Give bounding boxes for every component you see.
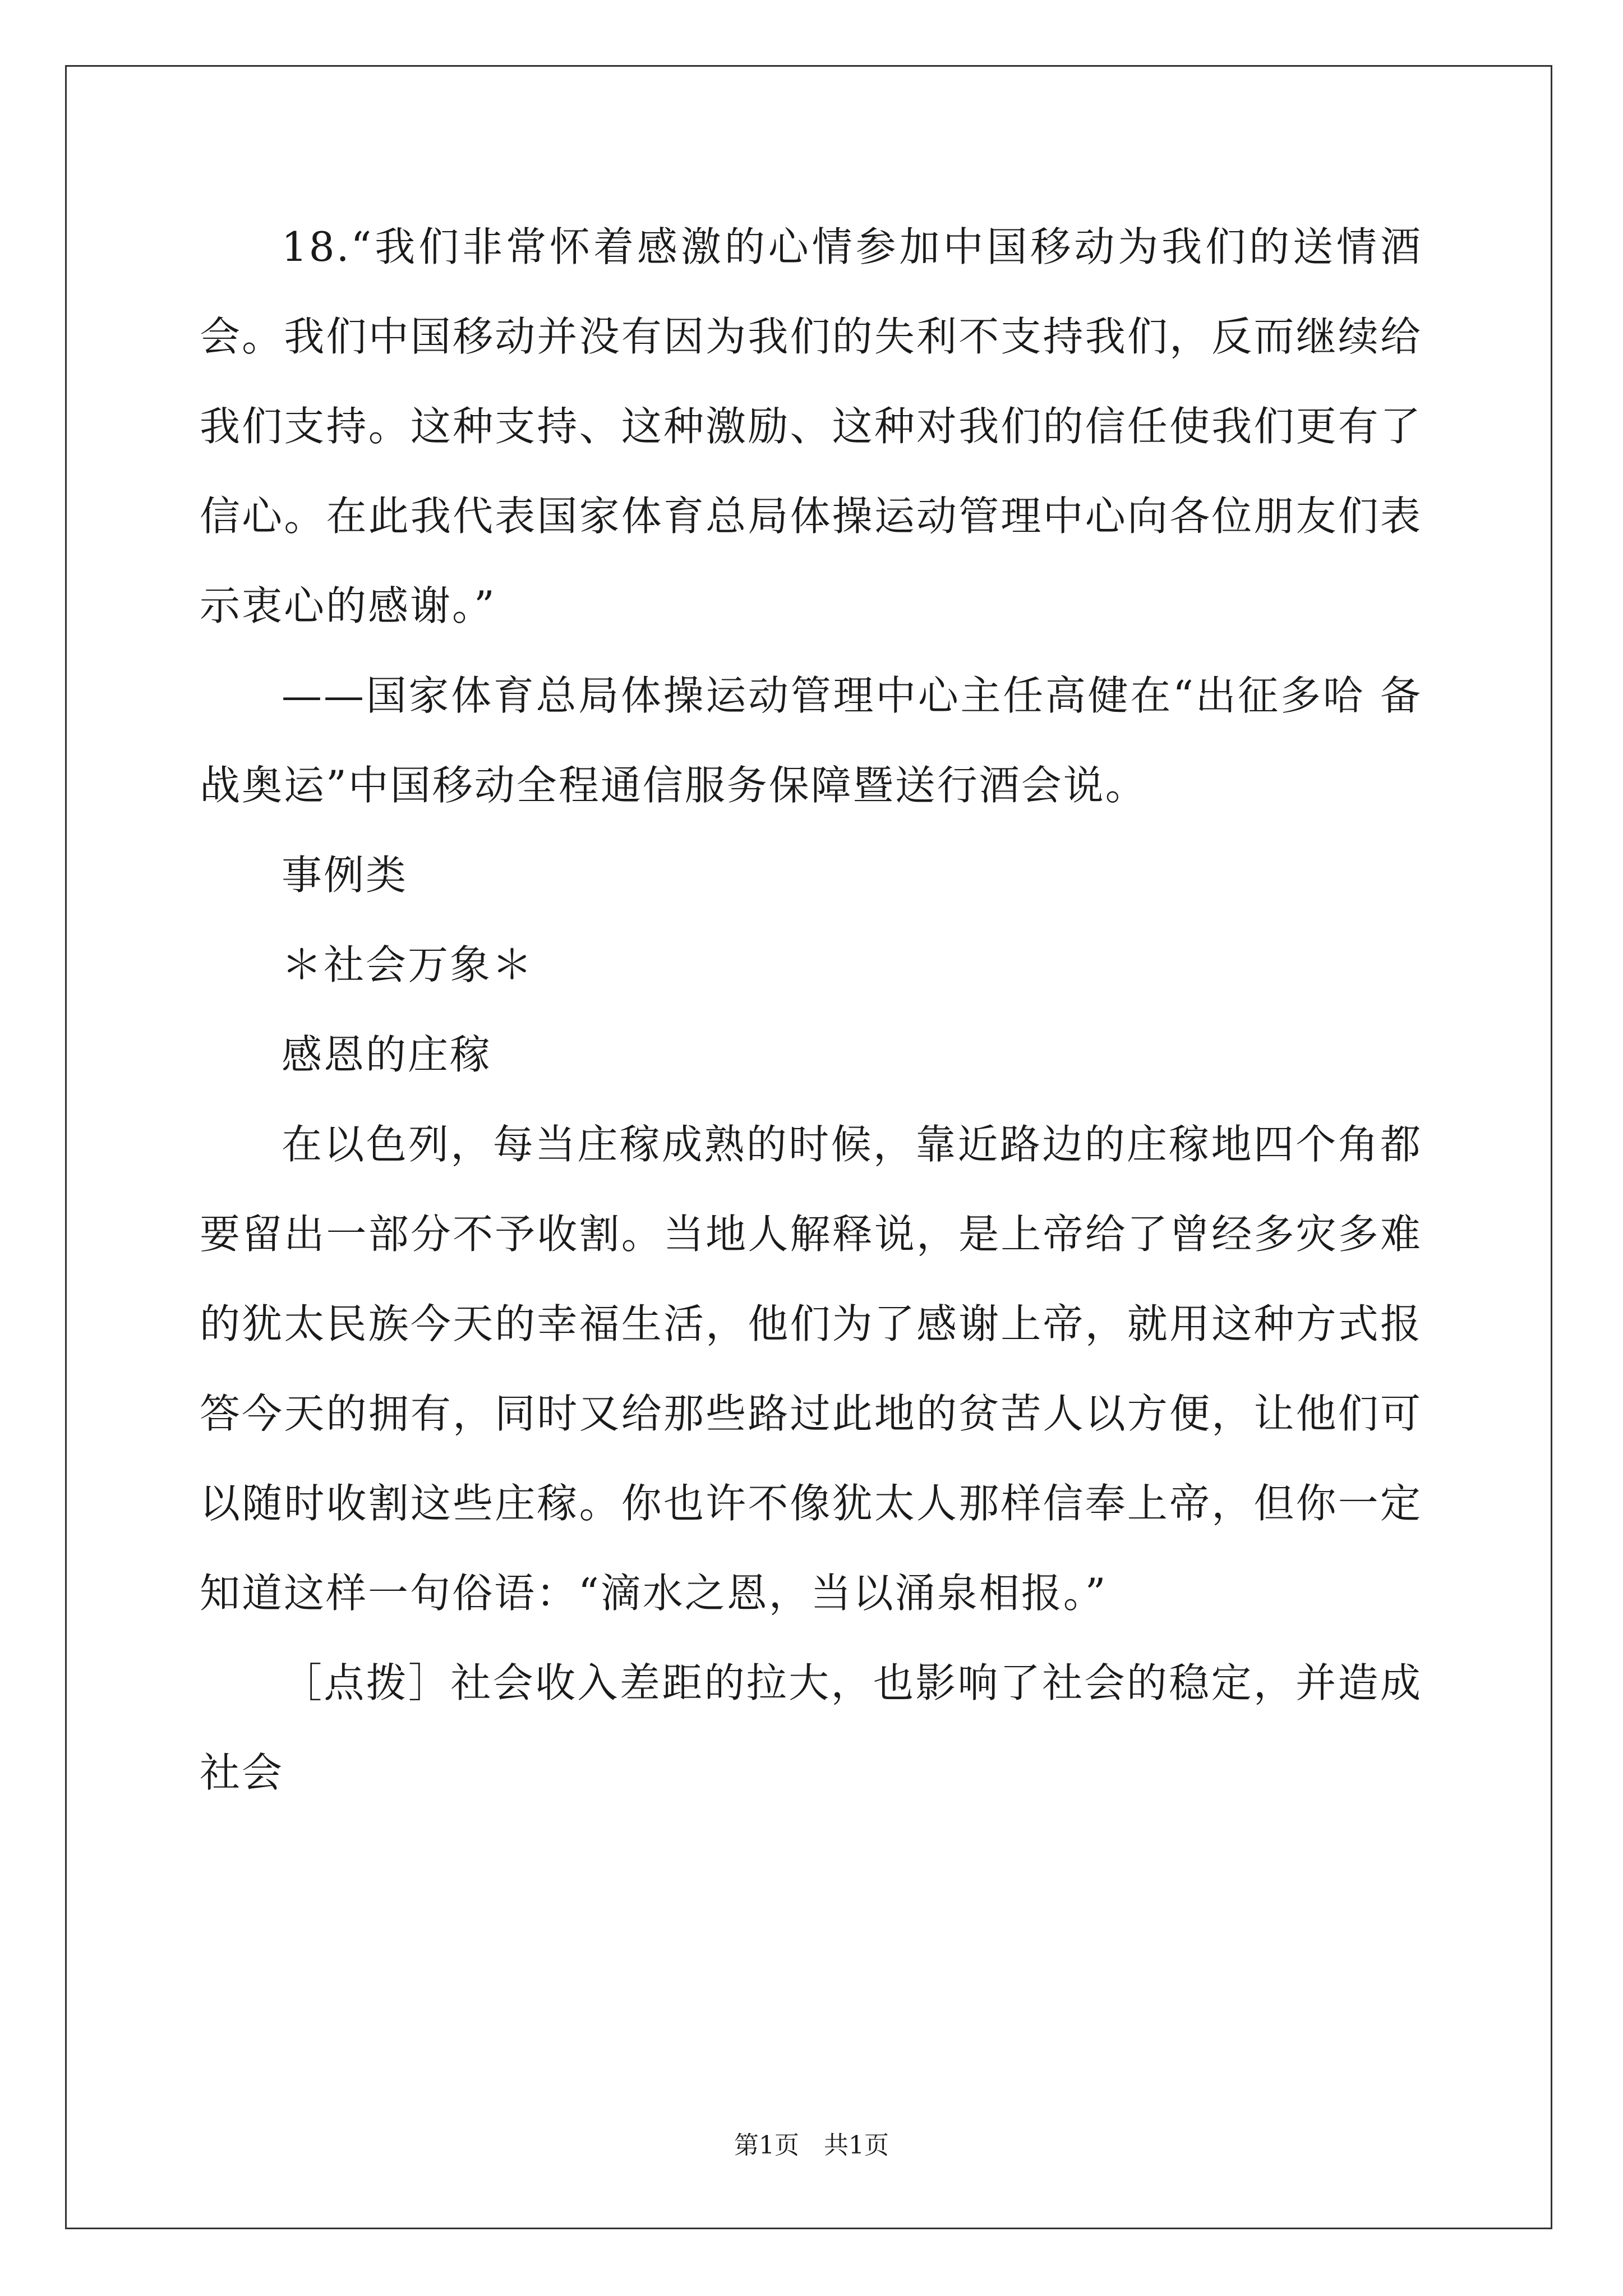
paragraph-quote: 18.“我们非常怀着感激的心情参加中国移动为我们的送情酒会。我们中国移动并没有因为我们的失利不支持我们，反而继续给我们支持。这种支持、这种激励、这种对我们的信任使我们更有了信心。在此我代表国家体育总局体操运动管理中心向各位朋友们表示衷心的感谢。” [200, 223, 1422, 629]
document-body [200, 202, 1422, 1818]
story-title: 感恩的庄稼 [282, 1031, 492, 1078]
page-footer: 第1页 共1页 [734, 2131, 889, 2160]
section-subheading: ＊社会万象＊ [282, 941, 534, 988]
paragraph-story: 在以色列，每当庄稼成熟的时候，靠近路边的庄稼地四个角都要留出一部分不予收割。当地人解释说，是上帝给了曾经多灾多难的犹太民族今天的幸福生活，他们为了感谢上帝，就用这种方式报答今天的拥有，同时又给那些路过此地的贫苦人以方便，让他们可以随时收割这些庄稼。你也许不像犹太人那样信奉上帝，但你一定知道这样一句俗语：“滴水之恩，当以涌泉相报。” [200, 1121, 1422, 1617]
section-heading-examples: 事例类 [282, 852, 408, 899]
paragraph-commentary: ［点拨］社会收入差距的拉大，也影响了社会的稳定，并造成社会 [200, 1659, 1422, 1796]
paragraph-attribution: ——国家体育总局体操运动管理中心主任高健在“出征多哈 备战奥运”中国移动全程通信服务保障暨送行酒会说。 [200, 672, 1422, 809]
